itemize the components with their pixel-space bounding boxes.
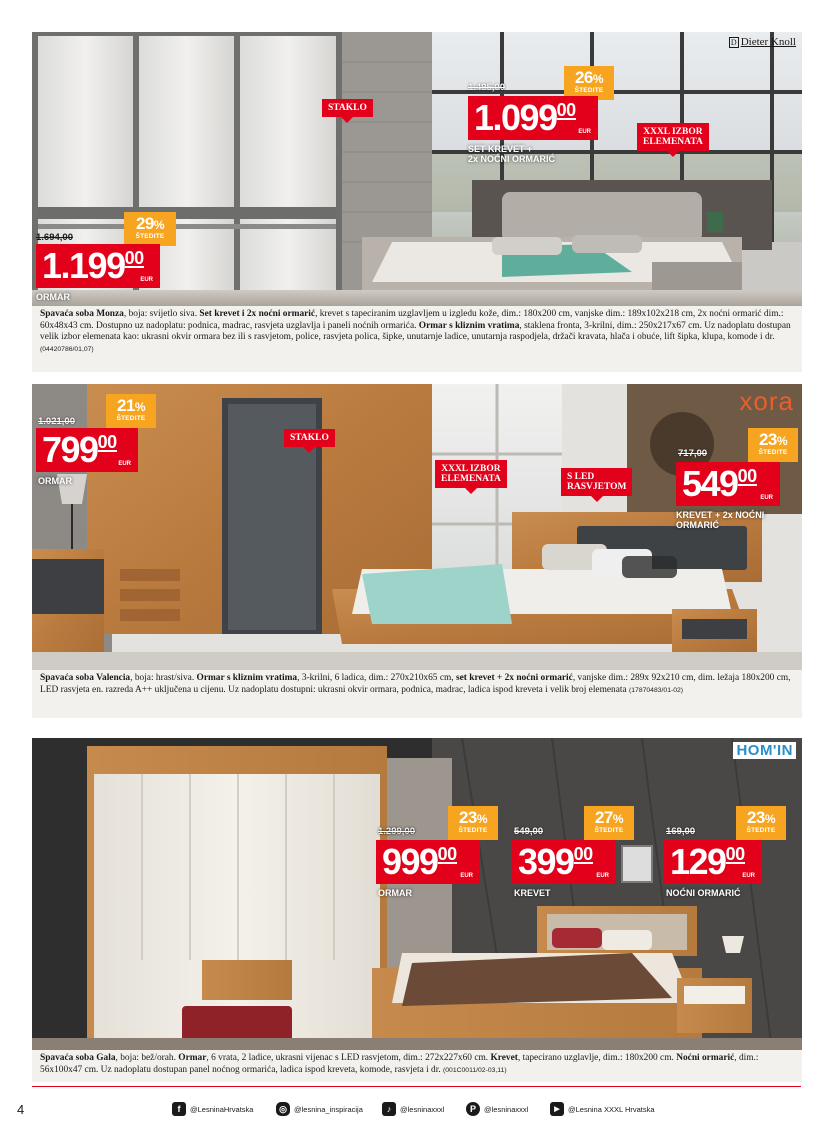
social-instagram[interactable]	[276, 1102, 363, 1116]
xxxl-selection-tag: XXXL IZBOR ELEMENATA	[435, 460, 507, 488]
price-tag: 1.09900 EUR	[468, 96, 598, 140]
set-bed-offer[interactable]	[468, 70, 628, 180]
social-handle: @lesninaxxxl	[484, 1104, 529, 1114]
page-number: 4	[17, 1102, 25, 1117]
social-handle: @lesninaxxxl	[400, 1104, 445, 1114]
product-label: SET KREVET + 2x NOĆNI ORMARIĆ	[468, 144, 556, 164]
glass-tag: STAKLO	[284, 429, 335, 447]
savings-badge: 23% ŠTEDITE	[736, 806, 786, 840]
social-pinterest[interactable]	[466, 1102, 528, 1116]
valencia-panel	[32, 384, 802, 718]
social-handle: @Lesnina XXXL Hrvatska	[568, 1104, 655, 1114]
tiktok-icon: ♪	[382, 1102, 396, 1116]
price-tag: 54900 EUR	[676, 462, 780, 506]
old-price: 1.495,00	[468, 82, 505, 93]
social-handle: @lesnina_inspiracija	[294, 1104, 363, 1114]
xxxl-selection-tag: XXXL IZBOR ELEMENATA	[637, 123, 709, 151]
wardrobe-offer[interactable]	[36, 390, 166, 490]
monza-panel	[32, 32, 802, 372]
instagram-icon: ◎	[276, 1102, 290, 1116]
old-price: 549,00	[514, 826, 544, 837]
savings-badge: 27% ŠTEDITE	[584, 806, 634, 840]
glass-tag: STAKLO	[322, 99, 373, 117]
brand-mark-icon: D	[730, 37, 737, 47]
nightstand-offer[interactable]	[664, 806, 800, 906]
monza-description: Spavaća soba Monza, boja: svijetlo siva. Set krevet i 2x noćni ormarić, krevet s tapeciranim uzglavljem u izgledu kože, dim.: 180x200 cm, vanjske dim.: 189x102x218 cm, 2x noćni ormarić dim.: 60x48x43 cm. Dostupno uz nadoplatu: podnica, madrac, rasvjeta uzglavlja i paneli noćnih ormarića. Ormar s kliznim vratima, staklena fronta, 3-krilni, dim.: 250x217x67 cm. Uz nadoplatu dostupan velik izbor elemenata kao: ukrasni okvir ormara bez ili s rasvjetom, police, rasvjeta polica, šipke, unutarnje ladice, unutarnja raspodjela, držači kravata, hlača i obuće, lift šipka, klupa, komode i dr. (04420786/01,07)	[32, 306, 802, 372]
price-tag: 39900 EUR	[512, 840, 616, 884]
product-label: KREVET + 2x NOĆNI ORMARIĆ	[676, 510, 765, 530]
product-label: ORMAR	[38, 476, 72, 486]
old-price: 169,00	[666, 826, 696, 837]
price-tag: 12900 EUR	[664, 840, 762, 884]
old-price: 1.694,00	[36, 232, 73, 243]
pinterest-icon: P	[466, 1102, 480, 1116]
gala-description: Spavaća soba Gala, boja: bež/orah. Ormar, 6 vrata, 2 ladice, ukrasni vijenac s LED rasvjetom, dim.: 272x227x60 cm. Krevet, tapecirano uzglavlje, dim.: 180x200 cm. Noćni ormarić, dim.: 56x100x47 cm. Uz nadoplatu dostupan panel noćnog ormarića, ladica ispod kreveta, komode, rasvjeta i dr. (001C0011/02-03,11)	[32, 1050, 802, 1082]
product-label: ORMAR	[36, 292, 70, 302]
brand-name: Dieter Knoll	[740, 36, 796, 48]
savings-badge: 26% ŠTEDITE	[564, 66, 614, 100]
xora-logo: xora	[739, 386, 794, 416]
led-lighting-tag: S LED RASVJETOM	[561, 468, 632, 496]
bed-offer[interactable]	[676, 428, 802, 538]
product-label: NOĆNI ORMARIĆ	[666, 888, 741, 898]
savings-badge: 21% ŠTEDITE	[106, 394, 156, 428]
social-facebook[interactable]	[172, 1102, 253, 1116]
old-price: 1.021,00	[38, 416, 75, 427]
savings-badge: 23% ŠTEDITE	[748, 428, 798, 462]
wardrobe-offer[interactable]	[376, 806, 506, 906]
price-tag: 99900 EUR	[376, 840, 480, 884]
price-tag: 1.19900 EUR	[36, 244, 160, 288]
product-label: ORMAR	[378, 888, 412, 898]
dieter-knoll-logo	[729, 36, 796, 48]
gala-panel	[32, 738, 802, 1082]
product-label: KREVET	[514, 888, 551, 898]
social-handle: @LesninaHrvatska	[190, 1104, 254, 1114]
bed-offer[interactable]	[512, 806, 642, 906]
valencia-description: Spavaća soba Valencia, boja: hrast/siva. Ormar s kliznim vratima, 3-krilni, 6 ladica, dim.: 270x210x65 cm, set krevet + 2x noćni ormarić, vanjske dim.: 289x 92x210 cm, dim. ležaja 180x200 cm, LED rasvjeta en. razreda A++ uključena u cijenu. Uz nadoplatu dostupni: ukrasni okvir ormara, podnica, madrac, ladica ispod kreveta i velik broj elemenata (17870483/01-02)	[32, 670, 802, 718]
social-youtube[interactable]	[550, 1102, 655, 1116]
footer-divider	[32, 1086, 801, 1087]
homin-logo: HOM'IN	[733, 742, 796, 759]
price-tag: 79900 EUR	[36, 428, 138, 472]
social-tiktok[interactable]	[382, 1102, 444, 1116]
page-footer	[0, 1086, 833, 1138]
savings-badge: 23% ŠTEDITE	[448, 806, 498, 840]
savings-badge: 29% ŠTEDITE	[124, 212, 176, 246]
youtube-icon: ▶	[550, 1102, 564, 1116]
old-price: 717,00	[678, 448, 708, 459]
facebook-icon: f	[172, 1102, 186, 1116]
old-price: 1.299,00	[378, 826, 415, 837]
wardrobe-offer[interactable]	[36, 212, 186, 307]
